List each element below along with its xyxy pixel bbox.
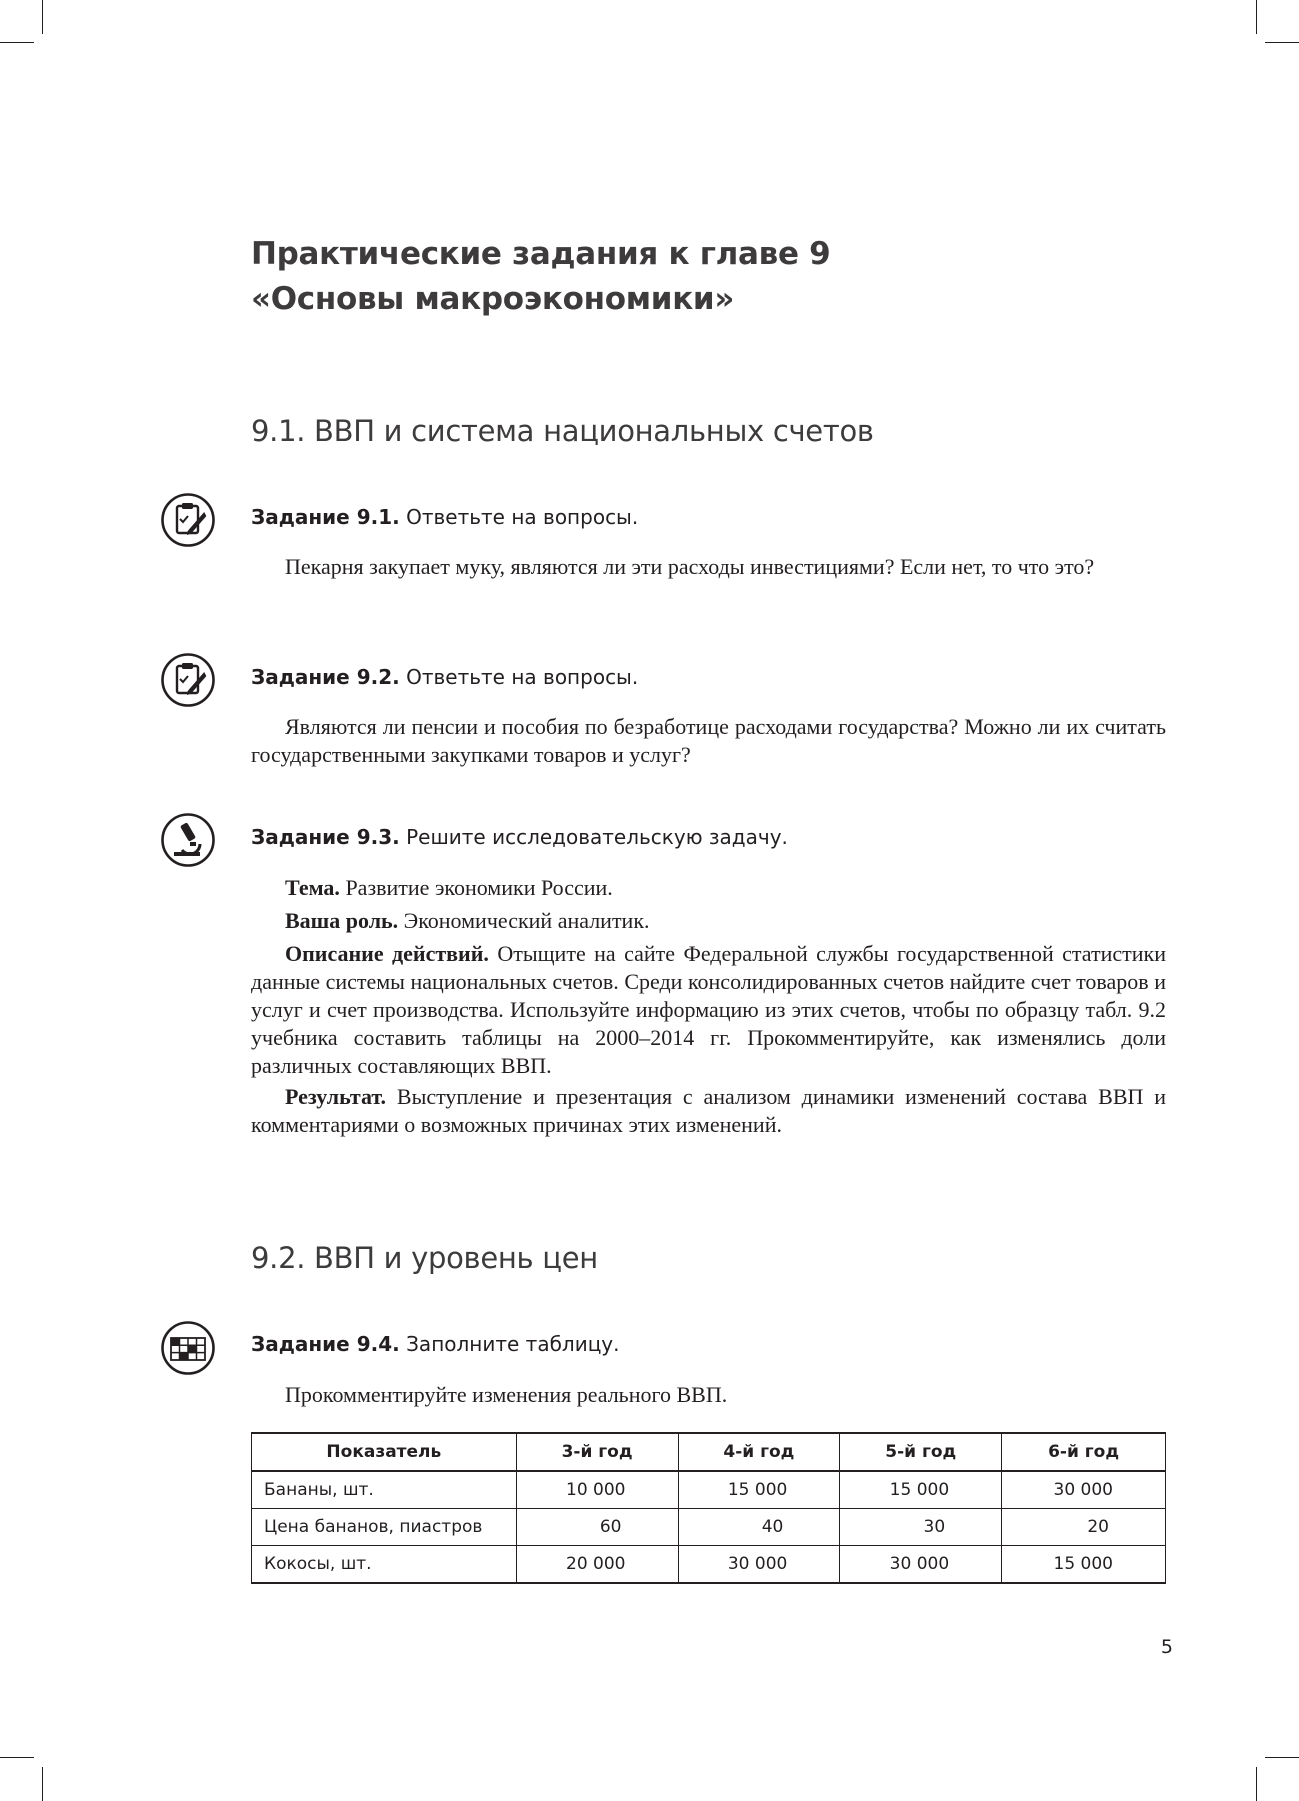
theme-text: Развитие экономики России. — [345, 875, 613, 900]
role-text: Экономический аналитик. — [403, 908, 650, 933]
crop-mark — [1265, 42, 1299, 43]
result-text: Выступление и презентация с анализом динамики изменений состава ВВП и комментариями о возможных причинах этих изменений. — [251, 1084, 1166, 1137]
table-header: 5-й год — [840, 1433, 1002, 1471]
crop-mark — [1265, 1757, 1299, 1758]
microscope-icon — [160, 812, 216, 868]
clipboard-icon — [160, 492, 216, 548]
theme-label: Тема. — [285, 875, 340, 900]
task-actions — [251, 940, 1166, 1080]
table-cell: 10 000 — [516, 1471, 678, 1509]
table-cell: 40 — [678, 1509, 840, 1546]
table-row — [252, 1509, 1166, 1546]
table-header: 4-й год — [678, 1433, 840, 1471]
table-cell: 30 — [840, 1509, 1002, 1546]
task-heading-9-2 — [251, 665, 1151, 689]
crop-mark — [1256, 1767, 1257, 1801]
chapter-title — [251, 232, 1151, 322]
task-instruction: Решите исследовательскую задачу. — [406, 825, 788, 849]
table-header: 6-й год — [1002, 1433, 1166, 1471]
crop-mark — [0, 1757, 34, 1758]
result-label: Результат. — [285, 1084, 387, 1109]
actions-label: Описание действий. — [285, 941, 489, 966]
table-cell: Бананы, шт. — [252, 1471, 517, 1509]
crop-mark — [42, 0, 43, 34]
task-role — [251, 907, 1166, 935]
actions-text: Отыщите на сайте Федеральной службы государственной статистики данные системы национальных счетов. Среди консолидированных счетов найдите счет товаров и услуг и счет производства. Используйте информацию из этих счетов, чтобы по образцу табл. 9.2 учебника составить таблицы на 2000–2014 гг. Прокомментируйте, как изменялись доли различных составляющих ВВП. — [251, 941, 1166, 1078]
task-label: Задание 9.1. — [251, 505, 400, 529]
table-cell: 30 000 — [1002, 1471, 1166, 1509]
task-label: Задание 9.3. — [251, 825, 400, 849]
table-cell: Кокосы, шт. — [252, 1546, 517, 1584]
table-cell: 20 — [1002, 1509, 1166, 1546]
table-grid-icon — [160, 1320, 216, 1376]
section-title-9-2: 9.2. ВВП и уровень цен — [251, 1241, 598, 1275]
table-header-row — [252, 1433, 1166, 1471]
clipboard-icon — [160, 652, 216, 708]
role-label: Ваша роль. — [285, 908, 399, 933]
table-cell: 15 000 — [840, 1471, 1002, 1509]
task-text-9-2: Являются ли пенсии и пособия по безработице расходами государства? Можно ли их считать государственными закупками товаров и услуг? — [251, 714, 1166, 767]
crop-mark — [0, 42, 34, 43]
page-number: 5 — [1160, 1636, 1173, 1658]
table-cell: 15 000 — [1002, 1546, 1166, 1584]
table-cell: 60 — [516, 1509, 678, 1546]
task-text-9-1: Пекарня закупает муку, являются ли эти расходы инвестициями? Если нет, то что это? — [285, 554, 1095, 579]
task-theme — [251, 874, 1166, 902]
section-title-9-1: 9.1. ВВП и система национальных счетов — [251, 414, 874, 448]
table-row — [252, 1546, 1166, 1584]
data-table — [251, 1432, 1166, 1584]
crop-mark — [1256, 0, 1257, 34]
table-cell: Цена бананов, пиастров — [252, 1509, 517, 1546]
task-instruction: Заполните таблицу. — [406, 1332, 620, 1356]
table-cell: 15 000 — [678, 1471, 840, 1509]
chapter-title-line1: Практические задания к главе 9 — [251, 236, 831, 272]
table-cell: 30 000 — [678, 1546, 840, 1584]
task-heading-9-3 — [251, 825, 1151, 849]
chapter-title-line2: «Основы макроэкономики» — [251, 281, 735, 317]
crop-mark — [42, 1767, 43, 1801]
task-instruction: Ответьте на вопросы. — [406, 665, 639, 689]
task-result — [251, 1083, 1166, 1139]
task-label: Задание 9.2. — [251, 665, 400, 689]
table-row — [252, 1471, 1166, 1509]
task-instruction: Ответьте на вопросы. — [406, 505, 639, 529]
table-header: Показатель — [252, 1433, 517, 1471]
task-text-9-4: Прокомментируйте изменения реального ВВП. — [285, 1382, 728, 1407]
task-heading-9-4 — [251, 1332, 1151, 1356]
task-label: Задание 9.4. — [251, 1332, 400, 1356]
table-header: 3-й год — [516, 1433, 678, 1471]
table-cell: 20 000 — [516, 1546, 678, 1584]
task-heading-9-1 — [251, 505, 1151, 529]
table-cell: 30 000 — [840, 1546, 1002, 1584]
